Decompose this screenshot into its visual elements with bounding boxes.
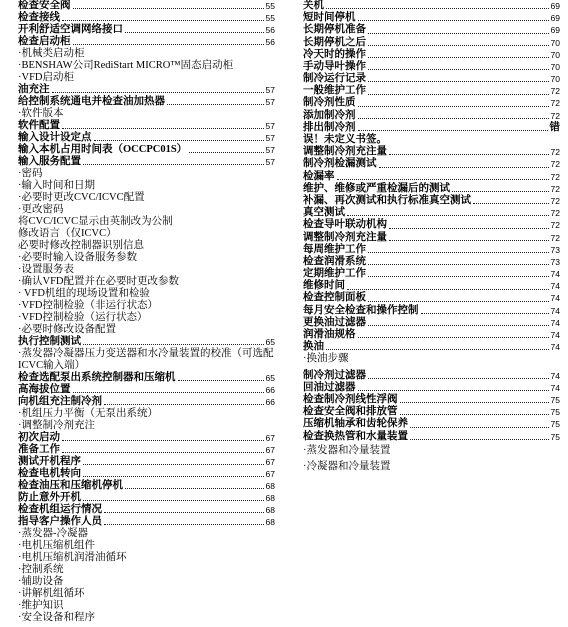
toc-entry-title: 补漏、再次测试和执行标准真空测试 [303,194,471,206]
dot-leader [389,154,549,155]
toc-page-number: 56 [265,37,275,47]
toc-entry[interactable] [18,492,275,504]
toc-entry-title: 调整制冷剂充注量 [303,146,387,158]
toc-subentry: ·输入时间和日期 [18,180,95,191]
toc-page-number: 74 [550,370,560,381]
toc-entry-title: 长期停机准备 [303,24,366,36]
toc-page-number: 57 [265,97,275,107]
toc-subentry: ·设置服务表 [18,264,74,275]
dot-leader [52,92,264,93]
toc-entry[interactable] [18,396,275,408]
toc-subentry: ·密码 [18,168,43,179]
toc-entry-title: 制冷剂检漏测试 [303,158,377,170]
toc-entry[interactable] [18,24,275,36]
dot-leader [368,33,549,34]
toc-entry[interactable] [18,444,275,456]
toc-entry-title: 执行控制测试 [18,336,81,347]
dot-leader [421,313,549,314]
toc-page-number: 55 [265,1,275,11]
dot-leader [189,152,263,153]
toc-entry[interactable] [18,432,275,444]
toc-subentry: ·机械类启动柜 [18,48,85,59]
toc-page-number: 68 [265,481,275,491]
toc-entry-title: 检查接线 [18,12,60,23]
toc-page-number: 72 [550,183,560,194]
toc-entry[interactable] [303,418,560,430]
toc-entry[interactable] [18,144,275,156]
toc-entry-title: 检查油压和压缩机停机 [18,480,123,491]
toc-left-column [18,0,275,624]
toc-entry-title: 检查制冷剂线性浮阀 [303,393,398,405]
toc-page-number: 66 [265,397,275,407]
toc-subentry: ·软件版本 [18,108,64,119]
toc-page-number: 68 [265,505,275,515]
toc-page-number: 70 [550,74,560,85]
dot-leader [452,191,549,192]
toc-page-number: 57 [265,85,275,95]
toc-entry-title: 更换油过滤器 [303,316,366,328]
toc-entry[interactable] [303,268,560,280]
toc-entry[interactable] [18,384,275,396]
dot-leader [125,32,264,33]
toc-subentry: ·必要时输入设备服务参数 [18,252,137,263]
toc-entry-title: 换油 [303,341,324,353]
dot-leader [410,439,549,440]
toc-entry[interactable] [303,98,560,110]
dot-leader [368,57,549,58]
toc-subentry: · VFD机组的现场设置和检验 [18,288,150,299]
dot-leader [94,140,264,141]
dot-leader [62,452,264,453]
toc-page-number: 74 [550,342,560,353]
dot-leader [400,414,549,415]
dot-leader [104,524,264,525]
toc-subentry: ·必要时修改设备配置 [18,324,116,335]
dot-leader [178,380,264,381]
dot-leader [368,276,549,277]
toc-entry[interactable] [303,146,560,158]
toc-entry-title: 指导客户操作人员 [18,516,102,527]
toc-right-column [303,0,560,473]
toc-entry-title: 制冷运行记录 [303,73,366,85]
toc-page-number: 72 [550,232,560,243]
toc-page-number: 70 [550,61,560,72]
toc-entry[interactable] [18,120,275,132]
dot-leader [368,81,549,82]
toc-entry[interactable] [18,132,275,144]
toc-subentry: ·机组压力平衡（无泵出系统） [18,408,158,419]
toc-entry-title: 回油过滤器 [303,381,356,393]
toc-page-number: 73 [550,244,560,255]
toc-entry[interactable] [18,480,275,492]
toc-entry-title: 维护、维修或严重检漏后的测试 [303,182,450,194]
toc-entry-title: 测试开机程序 [18,456,81,467]
toc-page-number: 55 [265,13,275,23]
toc-page-number: 72 [550,171,560,182]
dot-leader [358,390,549,391]
dot-leader [125,488,264,489]
dot-leader [358,118,549,119]
toc-page-number: 65 [265,373,275,383]
toc-entry-title: 维修时间 [303,280,345,292]
toc-subentry: ·维护知识 [18,600,64,611]
toc-subentry: ICVC输入端） [18,360,86,371]
toc-entry[interactable] [18,336,275,348]
toc-entry-title: 检查电机转向 [18,468,81,479]
toc-subentry: ·蒸发器和冷量装置 [303,444,391,456]
toc-page-number: 69 [550,0,560,11]
toc-entry[interactable] [303,49,560,61]
toc-page-number: 57 [265,133,275,143]
toc-entry-wrapper [303,122,560,146]
dot-leader [347,215,549,216]
toc-entry[interactable] [303,406,560,418]
toc-page-number: 69 [550,13,560,24]
toc-subentry: ·控制系统 [18,564,64,575]
toc-entry-title: 一般维护工作 [303,85,366,97]
toc-entry[interactable] [303,244,560,256]
toc-entry[interactable] [303,232,560,244]
dot-leader [358,337,549,338]
toc-page-number: 72 [550,195,560,206]
dot-leader [62,20,264,21]
toc-page-number: 67 [265,469,275,479]
toc-entry[interactable] [303,37,560,49]
dot-leader [358,20,549,21]
toc-entry-title: 手动导叶操作 [303,60,366,72]
toc-subentry: ·BENSHAW公司RediStart MICRO™固态启动柜 [18,60,234,71]
toc-subentry: ·确认VFD配置并在必要时更改参数 [18,276,180,287]
toc-entry[interactable] [303,207,560,219]
toc-entry-title: 输入本机占用时间表（OCCPC01S） [18,144,188,155]
toc-page-number: 74 [550,305,560,316]
toc-entry[interactable] [18,468,275,480]
toc-entry-title: 定期维护工作 [303,268,366,280]
toc-entry-title: 开利舒适空调网络接口 [18,24,123,35]
toc-entry[interactable] [303,85,560,97]
toc-page-number: 74 [550,281,560,292]
dot-leader [83,344,264,345]
toc-entry[interactable] [303,341,560,353]
toc-entry-title: 检查机组运行情况 [18,504,102,515]
toc-entry-title: 输入设计设定点 [18,132,92,143]
toc-entry[interactable] [303,122,560,134]
toc-subentry: ·电机压缩机润滑油循环 [18,552,127,563]
dot-leader [104,404,264,405]
toc-entry-title: 真空测试 [303,207,345,219]
toc-entry-title: 添加制冷剂 [303,109,356,121]
toc-page-number: 75 [550,419,560,430]
dot-leader [368,301,549,302]
toc-page-number: 75 [550,431,560,442]
dot-leader [347,289,549,290]
toc-entry-title: 制冷剂性质 [303,97,356,109]
toc-page-number: 67 [265,433,275,443]
toc-page-number: 75 [550,407,560,418]
dot-leader [62,440,264,441]
dot-leader [368,69,549,70]
toc-page-number-continued: 误！未定义书签。 [303,134,387,146]
toc-entry-title: 给控制系统通电并检查油加热器 [18,96,165,107]
toc-entry-title: 油充注 [18,84,50,95]
toc-entry-title: 准备工作 [18,444,60,455]
toc-page-number: 57 [265,121,275,131]
toc-entry-title: 冷天时的操作 [303,48,366,60]
toc-entry-title: 向机组充注制冷剂 [18,396,102,407]
dot-leader [83,464,264,465]
toc-entry[interactable] [303,293,560,305]
toc-entry-title: 排出制冷剂 [303,121,356,133]
toc-entry[interactable] [18,0,275,12]
toc-entry[interactable] [303,73,560,85]
dot-leader [337,179,549,180]
dot-leader [167,104,264,105]
toc-entry[interactable] [303,219,560,231]
toc-entry-title: 制冷剂过滤器 [303,369,366,381]
toc-subentry: ·蒸发器冷凝器压力变送器和水冷量装置的校准（可选配 [18,348,274,359]
toc-entry[interactable] [18,96,275,108]
toc-subentry: 必要时修改控制器识别信息 [18,240,144,251]
toc-page-number: 74 [550,269,560,280]
toc-entry-title: 检漏率 [303,170,335,182]
toc-page-number: 74 [550,293,560,304]
toc-entry-title: 调整制冷剂充注量 [303,231,387,243]
toc-entry[interactable] [18,504,275,516]
toc-entry[interactable] [303,24,560,36]
dot-leader [368,252,549,253]
toc-entry-title: 每月安全检查和操作控制 [303,304,419,316]
toc-subentry: 将CVC/ICVC显示由英制改为公制 [18,216,173,227]
toc-page-number: 75 [550,394,560,405]
dot-leader [389,240,549,241]
toc-entry[interactable] [303,280,560,292]
toc-page-number: 67 [265,457,275,467]
toc-entry[interactable] [303,370,560,382]
toc-entry-title: 输入服务配置 [18,156,81,167]
toc-page-number: 57 [265,157,275,167]
toc-page-number: 72 [550,110,560,121]
toc-subentry: ·讲解机组循环 [18,588,85,599]
toc-subentry: ·VFD启动柜 [18,72,75,83]
dot-leader [326,8,549,9]
toc-entry-title: 关机 [303,0,324,11]
dot-leader [389,228,549,229]
toc-subentry: ·VFD控制检验（运行状态） [18,312,148,323]
toc-entry[interactable] [303,317,560,329]
toc-entry[interactable] [303,12,560,24]
toc-subentry: ·VFD控制检验（非运行状态） [18,300,159,311]
toc-entry[interactable] [303,183,560,195]
dot-leader [358,106,549,107]
toc-page-number: 67 [265,445,275,455]
toc-page-number: 74 [550,330,560,341]
toc-entry[interactable] [303,61,560,73]
toc-entry[interactable] [18,84,275,96]
toc-page-number: 73 [550,256,560,267]
toc-entry[interactable] [303,431,560,443]
toc-page-number: 72 [550,86,560,97]
toc-page-number: 68 [265,517,275,527]
dot-leader [83,500,264,501]
toc-entry[interactable] [18,372,275,384]
toc-entry[interactable] [303,305,560,317]
toc-entry-title: 检查启动柜 [18,36,71,47]
dot-leader [368,378,549,379]
toc-entry-title: 检查润滑系统 [303,255,366,267]
toc-entry-title: 检查安全阀和排放管 [303,406,398,418]
toc-entry-title: 检查安全阀 [18,0,71,11]
toc-page-number: 70 [550,49,560,60]
toc-entry-title: 短时间停机 [303,12,356,24]
toc-entry-title: 初次启动 [18,432,60,443]
toc-page-number: 错 [549,121,560,133]
toc-page-number: 66 [265,385,275,395]
dot-leader [368,325,549,326]
toc-page-number: 72 [550,159,560,170]
toc-page-number: 72 [550,220,560,231]
toc-page-number: 72 [550,147,560,158]
toc-page-number: 72 [550,98,560,109]
dot-leader [400,402,549,403]
dot-leader [368,94,549,95]
toc-subentry: ·换油步骤 [303,353,349,365]
toc-page-number: 74 [550,382,560,393]
toc-entry[interactable] [303,171,560,183]
dot-leader [473,203,549,204]
dot-leader [73,44,264,45]
toc-subentry: ·电机压缩机组件 [18,540,95,551]
toc-subentry: ·冷凝器和冷量装置 [303,460,391,472]
dot-leader [83,476,264,477]
toc-entry-title: 每周维护工作 [303,243,366,255]
dot-leader [326,349,549,350]
toc-page-number: 72 [550,208,560,219]
dot-leader [73,8,264,9]
toc-page-number: 69 [550,25,560,36]
dot-leader [73,392,264,393]
toc-page-number: 70 [550,37,560,48]
toc-entry-title: 检查导叶联动机构 [303,219,387,231]
toc-entry-title: 检查换热管和水量装置 [303,430,408,442]
toc-subentry: ·蒸发器-冷凝器 [18,528,88,539]
toc-subentry: ·必要时更改CVC/ICVC配置 [18,192,145,203]
toc-entry[interactable] [303,329,560,341]
dot-leader [368,45,549,46]
dot-leader [379,167,549,168]
toc-page-number: 74 [550,317,560,328]
toc-entry[interactable] [18,456,275,468]
dot-leader [368,264,549,265]
toc-entry[interactable] [303,394,560,406]
toc-entry[interactable] [303,256,560,268]
toc-entry-title: 润滑油规格 [303,329,356,341]
toc-subentry: ·更改密码 [18,204,64,215]
dot-leader [83,164,264,165]
toc-entry[interactable] [303,382,560,394]
toc-entry[interactable] [18,12,275,24]
toc-entry-title: 软件配置 [18,120,60,131]
toc-subentry: ·辅助设备 [18,576,64,587]
toc-entry[interactable] [303,110,560,122]
toc-page-number: 68 [265,493,275,503]
toc-subentry: 修改语言（仅ICVC） [18,228,117,239]
toc-entry[interactable] [18,516,275,528]
toc-entry[interactable] [18,156,275,168]
dot-leader [358,130,548,131]
dot-leader [104,512,264,513]
toc-subentry: ·安全设备和程序 [18,612,95,623]
toc-entry-title: 检查控制面板 [303,292,366,304]
toc-page-number: 56 [265,25,275,35]
toc-entry-title: 高海拔位置 [18,384,71,395]
toc-entry[interactable] [18,36,275,48]
dot-leader [62,128,264,129]
toc-entry-title: 压缩机轴承和齿轮保养 [303,418,408,430]
toc-entry-title: 长期停机之后 [303,36,366,48]
toc-page-number: 57 [265,145,275,155]
toc-entry-title: 检查选配泵出系统控制器和压缩机 [18,372,176,383]
dot-leader [410,427,549,428]
toc-entry[interactable] [303,0,560,12]
toc-page-number: 65 [265,337,275,347]
toc-entry[interactable] [303,158,560,170]
toc-subentry: ·调整制冷剂充注 [18,420,95,431]
toc-entry[interactable] [303,195,560,207]
toc-entry-title: 防止意外开机 [18,492,81,503]
